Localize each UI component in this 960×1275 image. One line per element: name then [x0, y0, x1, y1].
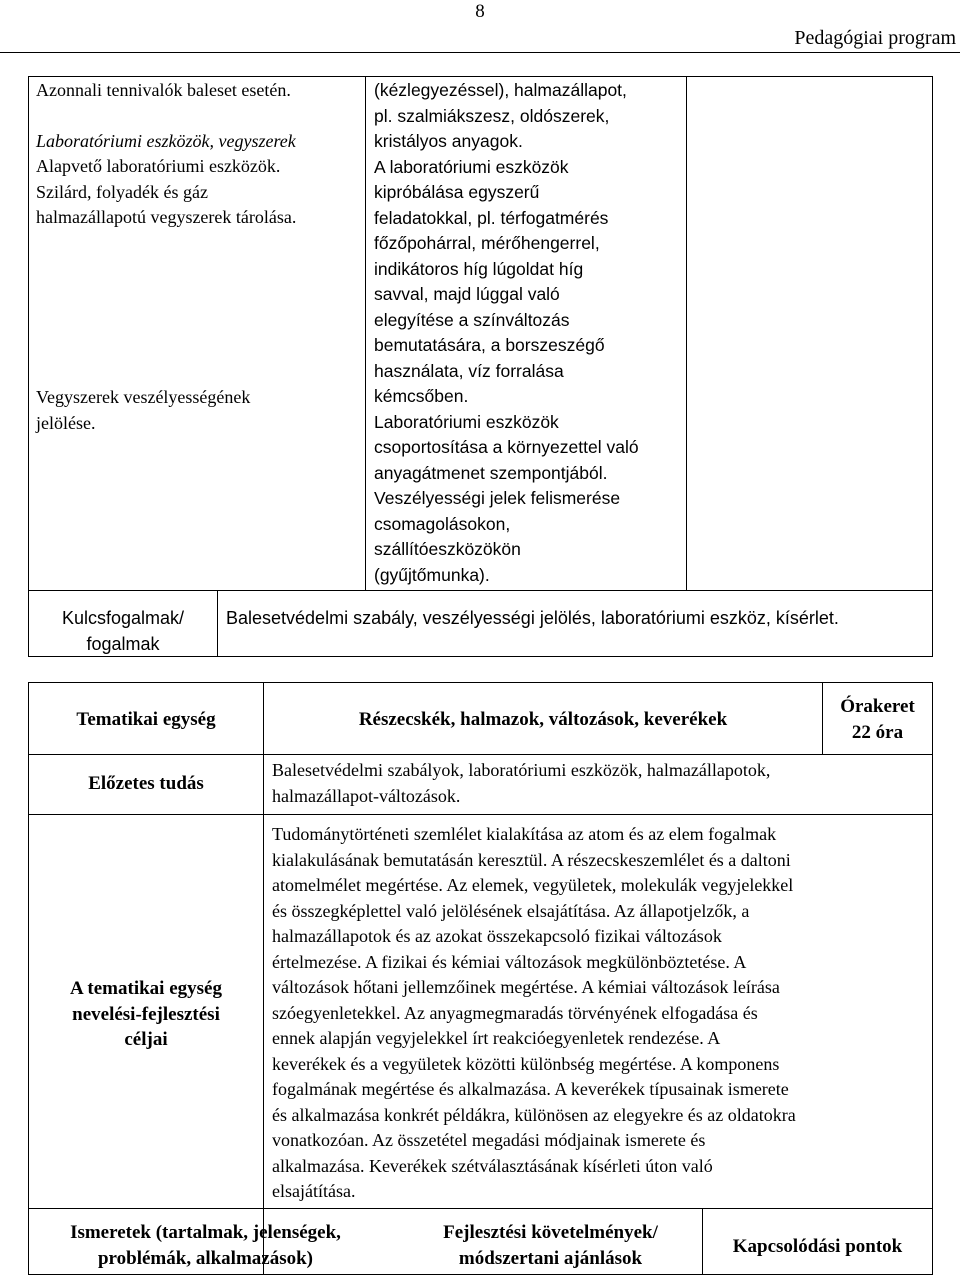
table1-left-cell-lower: [36, 385, 366, 436]
text-line: anyagátmenet szempontjából.: [374, 462, 608, 483]
tematikai-value: Részecskék, halmazok, változások, keverékek: [358, 709, 728, 730]
text-line: pl. szalmiákszesz, oldószerek,: [374, 105, 610, 126]
text-line: (kézlegyezéssel), halmazállapot,: [374, 80, 627, 100]
text-line: kristályos anyagok.: [374, 131, 523, 151]
text-line: Fejlesztési követelmények/: [443, 1222, 658, 1243]
text-line: elsajátítása.: [272, 1181, 356, 1201]
page-number: 8: [475, 1, 485, 22]
text-line: indikátoros híg lúgoldat híg: [374, 258, 584, 279]
text-line: Laboratóriumi eszközök, vegyszerek: [36, 130, 296, 151]
text-line: bemutatására, a borszeszégő: [374, 335, 605, 355]
text-line: csoportosítása a környezettel való: [374, 437, 639, 457]
text-line: Kulcsfogalmak/: [61, 608, 185, 628]
text-line: főzőpohárral, mérőhengerrel,: [374, 233, 600, 253]
kulcsfogalmak-value: Balesetvédelmi szabály, veszélyességi jelölés, laboratóriumi eszköz, kísérlet.: [226, 608, 839, 628]
text-line: kipróbálása egyszerű: [374, 182, 540, 202]
text-line: feladatokkal, pl. térfogatmérés: [374, 207, 609, 228]
table2-row-divider-2: [28, 814, 933, 815]
text-line: szóegyenletekkel. Az anyagmegmaradás törvényének elfogadása és: [272, 1002, 758, 1023]
text-line: alkalmazása. Keverékek szétválasztásának kísérleti úton való: [272, 1155, 713, 1176]
text-line: Veszélyességi jelek felismerése: [374, 488, 621, 508]
text-line: szállítóeszközökön: [374, 539, 521, 559]
celjai-value: [272, 822, 922, 1205]
text-line: A tematikai egység: [70, 978, 222, 999]
text-line: Tudománytörténeti szemlélet kialakítása az atom és az elem fogalmak: [272, 824, 777, 844]
text-line: atomelmélet megértése. Az elemek, vegyületek, molekulák vegyjelekkel: [272, 875, 794, 895]
table1-row-divider: [28, 590, 933, 591]
text-line: módszertani ajánlások: [458, 1247, 643, 1269]
text-line: A laboratóriumi eszközök: [374, 156, 569, 177]
header-rule: [0, 52, 960, 53]
orakeret-cell: [823, 694, 932, 745]
text-line: problémák, alkalmazások): [97, 1247, 313, 1269]
text-line: változások hőtani jellemzőinek megértése. A kémiai változások leírása: [272, 977, 780, 997]
text-line: keverékek és a vegyületek közötti különbség megértése. A komponens: [272, 1053, 780, 1074]
text-line: savval, majd lúggal való: [374, 284, 560, 304]
tematikai-label: Tematikai egység: [76, 709, 216, 730]
text-line: és összegképlettel való jelölésének elsajátítása. Az állapotjelzők, a: [272, 900, 750, 921]
table2-row-divider-1: [28, 754, 933, 755]
text-line: fogalmak: [86, 633, 160, 654]
text-line: halmazállapotok és az azokat összekapcsoló fizikai változások: [272, 926, 722, 946]
text-line: ennek alapján vegyjelekkel írt reakcióegyenletek rendezése. A: [272, 1028, 721, 1048]
text-line: Balesetvédelmi szabályok, laboratóriumi eszközök, halmazállapotok,: [272, 760, 771, 780]
text-line: használata, víz forralása: [374, 360, 564, 381]
footer-ismeretek: [29, 1220, 382, 1271]
table1-left-cell: [36, 78, 366, 231]
elozetes-label: Előzetes tudás: [88, 773, 204, 794]
text-line: céljai: [124, 1029, 168, 1050]
text-line: Alapvető laboratóriumi eszközök.: [36, 156, 281, 176]
header-title: Pedagógiai program: [794, 27, 956, 49]
footer-fejlesztesi: [399, 1220, 702, 1271]
text-line: halmazállapot-változások.: [272, 785, 461, 806]
table1-kulcs-divider: [217, 590, 218, 657]
table1-middle-cell: [374, 78, 684, 588]
text-line: halmazállapotú vegyszerek tárolása.: [36, 207, 297, 227]
orakeret-value: 22 óra: [851, 721, 904, 743]
table2-left-divider: [263, 682, 264, 1275]
text-line: Azonnali tennivalók baleset esetén.: [36, 80, 291, 100]
text-line: kémcsőben.: [374, 386, 469, 406]
kulcsfogalmak-label: [29, 606, 217, 657]
text-line: Szilárd, folyadék és gáz: [36, 181, 208, 202]
table2-row-divider-3: [28, 1208, 933, 1209]
orakeret-label: Órakeret: [840, 696, 915, 717]
text-line: vonatkozóan. Az összetétel megadási módjainak ismerete és: [272, 1130, 706, 1150]
text-line: jelölése.: [36, 412, 96, 433]
text-line: nevelési-fejlesztési: [72, 1003, 220, 1025]
text-line: elegyítése a színváltozás: [374, 309, 570, 330]
text-line: és alkalmazása konkrét példákra, különösen az elegyekre és az oldatokra: [272, 1104, 796, 1125]
footer-kapcsolodasi: Kapcsolódási pontok: [732, 1236, 903, 1257]
text-line: Ismeretek (tartalmak, jelenségek,: [70, 1222, 341, 1243]
text-line: kialakulásának bemutatásán keresztül. A részecskeszemlélet és a daltoni: [272, 849, 791, 870]
text-line: értelmezése. A fizikai és kémiai változások megkülönböztetése. A: [272, 951, 747, 972]
table1-divider-2: [686, 76, 687, 591]
text-line: (gyűjtőmunka).: [374, 564, 490, 585]
text-line: csomagolásokon,: [374, 513, 511, 534]
text-line: Vegyszerek veszélyességének: [36, 387, 251, 407]
text-line: Laboratóriumi eszközök: [374, 411, 559, 432]
text-line: fogalmának megértése és alkalmazása. A keverékek típusainak ismerete: [272, 1079, 789, 1099]
celjai-label: [29, 976, 263, 1053]
elozetes-value: [272, 758, 922, 809]
